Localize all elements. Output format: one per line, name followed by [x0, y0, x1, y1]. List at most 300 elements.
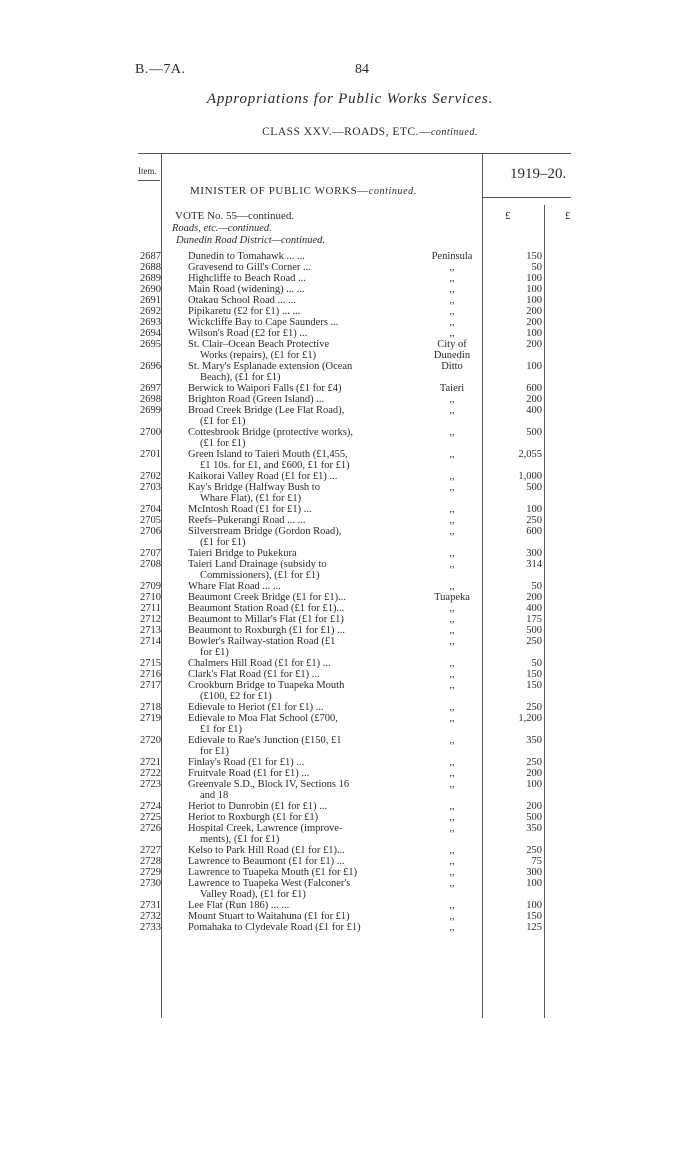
- item-description: [188, 273, 404, 284]
- amount: 50: [531, 581, 542, 592]
- item-description: [188, 383, 404, 394]
- district-line: ,,: [449, 559, 455, 570]
- item-description: [188, 262, 404, 273]
- item-description: [188, 295, 404, 306]
- item-number: 2688: [140, 262, 161, 273]
- description-line: Kay's Bridge (Halfway Bush to: [188, 482, 320, 493]
- district-line: ,,: [449, 856, 455, 867]
- amount: 100: [526, 284, 542, 295]
- district-name: [412, 658, 492, 669]
- page-title: Appropriations for Public Works Services.: [206, 91, 494, 107]
- district-name: [412, 306, 492, 317]
- description-line: Lee Flat (Run 186) ... ...: [188, 900, 290, 911]
- item-number: 2704: [140, 504, 161, 515]
- amount: 300: [526, 867, 542, 878]
- description-line: for £1): [200, 746, 229, 757]
- description-line: Lawrence to Tuapeka Mouth (£1 for £1): [188, 867, 358, 878]
- description-line: Beach), (£1 for £1): [200, 372, 281, 383]
- item-description: [188, 636, 404, 658]
- item-description: [188, 713, 404, 735]
- description-line: Valley Road), (£1 for £1): [200, 889, 306, 900]
- amount: 500: [526, 812, 542, 823]
- item-description: [188, 779, 404, 801]
- district-line: ,,: [449, 900, 455, 911]
- item-number: 2720: [140, 735, 161, 746]
- district-line: Ditto: [441, 361, 463, 372]
- district-name: [412, 757, 492, 768]
- description-line: Berwick to Waipori Falls (£1 for £4): [188, 383, 342, 394]
- class-heading: [0, 126, 700, 138]
- description-line: Wickcliffe Bay to Cape Saunders ...: [188, 317, 339, 328]
- item-number: 2706: [140, 526, 161, 537]
- amount: 50: [531, 262, 542, 273]
- description-line: Beaumont Creek Bridge (£1 for £1)...: [188, 592, 347, 603]
- description-line: Commissioners), (£1 for £1): [200, 570, 320, 581]
- district-name: [412, 361, 492, 372]
- item-description: [188, 603, 404, 614]
- district-name: [412, 515, 492, 526]
- district-line: ,,: [449, 603, 455, 614]
- item-number: 2694: [140, 328, 161, 339]
- item-description: [188, 757, 404, 768]
- district-name: [412, 900, 492, 911]
- description-line: Greenvale S.D., Block IV, Sections 16: [188, 779, 350, 790]
- amount: 1,000: [518, 471, 542, 482]
- district-line: ,,: [449, 482, 455, 493]
- description-line: St. Mary's Esplanade extension (Ocean: [188, 361, 353, 372]
- district-line: ,,: [449, 823, 455, 834]
- item-number: 2716: [140, 669, 161, 680]
- district-line: Tuapeka: [434, 592, 470, 603]
- amount: 200: [526, 394, 542, 405]
- item-number: 2715: [140, 658, 161, 669]
- amount: 100: [526, 779, 542, 790]
- amount-column-rule-mid: [544, 205, 545, 1018]
- item-description: [188, 669, 404, 680]
- item-description: [188, 394, 404, 405]
- item-number: 2725: [140, 812, 161, 823]
- amount: 100: [526, 900, 542, 911]
- amount: 300: [526, 548, 542, 559]
- vote-heading: VOTE No. 55—continued.: [175, 210, 295, 222]
- amount: 600: [526, 383, 542, 394]
- district-line: ,,: [449, 801, 455, 812]
- description-line: Lawrence to Beaumont (£1 for £1) ...: [188, 856, 345, 867]
- description-line: Broad Creek Bridge (Lee Flat Road),: [188, 405, 345, 416]
- item-description: [188, 801, 404, 812]
- description-line: Otakau School Road ... ...: [188, 295, 296, 306]
- amount: 100: [526, 328, 542, 339]
- item-description: [188, 823, 404, 845]
- district-name: [412, 471, 492, 482]
- district-subheading: Dunedin Road District—continued.: [176, 235, 326, 246]
- table-top-rule: [138, 153, 571, 154]
- amount: 500: [526, 482, 542, 493]
- description-line: Gravesend to Gill's Corner ...: [188, 262, 311, 273]
- item-number: 2732: [140, 911, 161, 922]
- description-line: Hospital Creek, Lawrence (improve-: [188, 823, 343, 834]
- amount: 250: [526, 757, 542, 768]
- district-name: [412, 559, 492, 570]
- item-number: 2701: [140, 449, 161, 460]
- item-description: [188, 581, 404, 592]
- district-line: ,,: [449, 471, 455, 482]
- description-line: Bowler's Railway-station Road (£1: [188, 636, 336, 647]
- description-line: Brighton Road (Green Island) ...: [188, 394, 325, 405]
- district-name: [412, 273, 492, 284]
- district-name: [412, 251, 492, 262]
- description-line: Highcliffe to Beach Road ...: [188, 273, 306, 284]
- district-name: [412, 845, 492, 856]
- minister-heading: [190, 185, 417, 197]
- item-number: 2733: [140, 922, 161, 933]
- district-line: ,,: [449, 306, 455, 317]
- district-name: [412, 504, 492, 515]
- amount: 150: [526, 911, 542, 922]
- amount: 150: [526, 669, 542, 680]
- pound-symbol-column-2: £: [565, 210, 571, 222]
- item-number: 2698: [140, 394, 161, 405]
- item-description: [188, 427, 404, 449]
- district-line: ,,: [449, 680, 455, 691]
- item-number: 2696: [140, 361, 161, 372]
- amount: 50: [531, 658, 542, 669]
- amount: 100: [526, 295, 542, 306]
- item-number: 2719: [140, 713, 161, 724]
- district-line: ,,: [449, 284, 455, 295]
- district-line: ,,: [449, 394, 455, 405]
- amount: 250: [526, 515, 542, 526]
- item-description: [188, 702, 404, 713]
- amount: 250: [526, 636, 542, 647]
- description-line: Edievale to Rae's Junction (£150, £1: [188, 735, 342, 746]
- district-line: ,,: [449, 922, 455, 933]
- item-number: 2723: [140, 779, 161, 790]
- district-line: ,,: [449, 779, 455, 790]
- item-number: 2728: [140, 856, 161, 867]
- district-name: [412, 878, 492, 889]
- district-name: [412, 427, 492, 438]
- district-name: [412, 482, 492, 493]
- description-line: Kaikorai Valley Road (£1 for £1) ...: [188, 471, 338, 482]
- item-number: 2721: [140, 757, 161, 768]
- district-name: [412, 702, 492, 713]
- district-name: [412, 779, 492, 790]
- description-line: Wilson's Road (£2 for £1) ...: [188, 328, 308, 339]
- item-description: [188, 504, 404, 515]
- district-line: City of: [437, 339, 467, 350]
- item-header-underline: [138, 180, 160, 181]
- description-line: Edievale to Heriot (£1 for £1) ...: [188, 702, 324, 713]
- description-line: Beaumont to Roxburgh (£1 for £1) ...: [188, 625, 345, 636]
- district-name: [412, 383, 492, 394]
- district-line: ,,: [449, 328, 455, 339]
- description-line: Pomahaka to Clydevale Road (£1 for £1): [188, 922, 361, 933]
- item-description: [188, 900, 404, 911]
- item-description: [188, 526, 404, 548]
- district-line: ,,: [449, 713, 455, 724]
- item-number: 2708: [140, 559, 161, 570]
- district-name: [412, 812, 492, 823]
- item-number: 2697: [140, 383, 161, 394]
- district-line: ,,: [449, 581, 455, 592]
- item-number: 2711: [140, 603, 161, 614]
- district-line: ,,: [449, 405, 455, 416]
- amount: 200: [526, 339, 542, 350]
- item-number: 2710: [140, 592, 161, 603]
- amount: 100: [526, 878, 542, 889]
- district-line: ,,: [449, 757, 455, 768]
- district-line: ,,: [449, 504, 455, 515]
- amount: 600: [526, 526, 542, 537]
- item-description: [188, 735, 404, 757]
- item-description: [188, 614, 404, 625]
- description-line: ments), (£1 for £1): [200, 834, 280, 845]
- description-line: Edievale to Moa Flat School (£700,: [188, 713, 338, 724]
- item-description: [188, 482, 404, 504]
- district-name: [412, 801, 492, 812]
- item-description: [188, 515, 404, 526]
- description-line: Reefs–Pukerangi Road ... ...: [188, 515, 306, 526]
- district-line: ,,: [449, 669, 455, 680]
- item-column-header: Item.: [138, 166, 157, 176]
- district-line: ,,: [449, 845, 455, 856]
- district-line: ,,: [449, 295, 455, 306]
- district-line: ,,: [449, 262, 455, 273]
- description-line: Chalmers Hill Road (£1 for £1) ...: [188, 658, 331, 669]
- item-number: 2709: [140, 581, 161, 592]
- amount: 200: [526, 768, 542, 779]
- item-number: 2703: [140, 482, 161, 493]
- item-number: 2693: [140, 317, 161, 328]
- item-description: [188, 405, 404, 427]
- district-line: Dunedin: [433, 350, 471, 361]
- description-line: (£100, £2 for £1): [200, 691, 272, 702]
- district-line: ,,: [449, 449, 455, 460]
- item-description: [188, 625, 404, 636]
- description-line: Finlay's Road (£1 for £1) ...: [188, 757, 305, 768]
- description-line: Lawrence to Tuapeka West (Falconer's: [188, 878, 351, 889]
- description-line: Fruitvale Road (£1 for £1) ...: [188, 768, 310, 779]
- amount: 75: [531, 856, 542, 867]
- district-name: [412, 284, 492, 295]
- item-number: 2687: [140, 251, 161, 262]
- item-number: 2705: [140, 515, 161, 526]
- district-name: [412, 526, 492, 537]
- amount: 200: [526, 317, 542, 328]
- description-line: £1 10s. for £1, and £600, £1 for £1): [200, 460, 350, 471]
- description-line: Mount Stuart to Waitahuna (£1 for £1): [188, 911, 350, 922]
- item-description: [188, 812, 404, 823]
- item-description: [188, 251, 404, 262]
- amount: 100: [526, 504, 542, 515]
- district-name: [412, 636, 492, 647]
- district-name: [412, 823, 492, 834]
- district-name: [412, 295, 492, 306]
- item-description: [188, 867, 404, 878]
- item-number: 2729: [140, 867, 161, 878]
- item-number: 2717: [140, 680, 161, 691]
- description-line: Green Island to Taieri Mouth (£1,455,: [188, 449, 348, 460]
- item-number: 2702: [140, 471, 161, 482]
- item-number: 2692: [140, 306, 161, 317]
- description-line: £1 for £1): [200, 724, 242, 735]
- district-name: [412, 911, 492, 922]
- district-line: Taieri: [439, 383, 465, 394]
- item-description: [188, 306, 404, 317]
- description-line: Heriot to Dunrobin (£1 for £1) ...: [188, 801, 328, 812]
- description-line: Heriot to Roxburgh (£1 for £1): [188, 812, 319, 823]
- description-line: Whare Flat Road ... ...: [188, 581, 281, 592]
- amount: 350: [526, 735, 542, 746]
- district-name: [412, 548, 492, 559]
- amount: 500: [526, 625, 542, 636]
- district-name: [412, 603, 492, 614]
- class-heading-continued: continued.: [430, 127, 478, 138]
- item-description: [188, 284, 404, 295]
- item-number: 2712: [140, 614, 161, 625]
- item-description: [188, 471, 404, 482]
- district-line: ,,: [449, 614, 455, 625]
- item-description: [188, 559, 404, 581]
- district-line: ,,: [449, 735, 455, 746]
- item-number: 2727: [140, 845, 161, 856]
- item-column-rule: [161, 153, 162, 1018]
- description-line: (£1 for £1): [200, 416, 246, 427]
- year-underline: [483, 197, 571, 198]
- amount: 200: [526, 801, 542, 812]
- description-line: Silverstream Bridge (Gordon Road),: [188, 526, 342, 537]
- district-line: Peninsula: [431, 251, 473, 262]
- district-name: [412, 317, 492, 328]
- description-line: Beaumont Station Road (£1 for £1)...: [188, 603, 345, 614]
- district-name: [412, 867, 492, 878]
- district-name: [412, 856, 492, 867]
- description-line: St. Clair–Ocean Beach Protective: [188, 339, 330, 350]
- item-number: 2713: [140, 625, 161, 636]
- description-line: Pipikaretu (£2 for £1) ... ...: [188, 306, 301, 317]
- description-line: Cottesbrook Bridge (protective works),: [188, 427, 354, 438]
- district-name: [412, 713, 492, 724]
- item-number: 2730: [140, 878, 161, 889]
- amount: 200: [526, 306, 542, 317]
- district-name: [412, 262, 492, 273]
- item-description: [188, 548, 404, 559]
- district-name: [412, 592, 492, 603]
- amount: 250: [526, 702, 542, 713]
- district-line: ,,: [449, 658, 455, 669]
- page-number: 84: [355, 62, 369, 77]
- pound-symbol-column-1: £: [505, 210, 511, 222]
- item-number: 2731: [140, 900, 161, 911]
- amount: 200: [526, 592, 542, 603]
- item-description: [188, 922, 404, 933]
- description-line: Kelso to Park Hill Road (£1 for £1)...: [188, 845, 345, 856]
- district-line: ,,: [449, 427, 455, 438]
- district-line: ,,: [449, 867, 455, 878]
- district-line: ,,: [449, 548, 455, 559]
- item-number: 2726: [140, 823, 161, 834]
- district-line: ,,: [449, 526, 455, 537]
- amount: 100: [526, 273, 542, 284]
- district-name: [412, 625, 492, 636]
- item-number: 2690: [140, 284, 161, 295]
- document-reference: B.—7A.: [135, 62, 186, 77]
- year-header: 1919–20.: [510, 166, 567, 182]
- description-line: and 18: [200, 790, 229, 801]
- district-line: ,,: [449, 636, 455, 647]
- district-name: [412, 735, 492, 746]
- item-number: 2714: [140, 636, 161, 647]
- item-description: [188, 878, 404, 900]
- item-number: 2718: [140, 702, 161, 713]
- amount: 500: [526, 427, 542, 438]
- minister-heading-continued: continued.: [368, 186, 417, 197]
- item-number: 2707: [140, 548, 161, 559]
- description-line: Clark's Flat Road (£1 for £1) ...: [188, 669, 320, 680]
- description-line: Dunedin to Tomahawk ... ...: [188, 251, 305, 262]
- district-name: [412, 922, 492, 933]
- district-line: ,,: [449, 317, 455, 328]
- minister-heading-main: MINISTER OF PUBLIC WORKS—: [190, 185, 369, 197]
- item-description: [188, 361, 404, 383]
- district-name: [412, 449, 492, 460]
- description-line: Beaumont to Millar's Flat (£1 for £1): [188, 614, 344, 625]
- district-name: [412, 669, 492, 680]
- district-line: ,,: [449, 702, 455, 713]
- amount: 2,055: [518, 449, 542, 460]
- item-description: [188, 328, 404, 339]
- amount: 250: [526, 845, 542, 856]
- district-line: ,,: [449, 812, 455, 823]
- amount: 1,200: [518, 713, 542, 724]
- district-name: [412, 339, 492, 361]
- item-description: [188, 911, 404, 922]
- item-number: 2689: [140, 273, 161, 284]
- item-description: [188, 856, 404, 867]
- district-line: ,,: [449, 273, 455, 284]
- description-line: Crookburn Bridge to Tuapeka Mouth: [188, 680, 345, 691]
- district-name: [412, 768, 492, 779]
- item-number: 2695: [140, 339, 161, 350]
- district-name: [412, 614, 492, 625]
- amount: 150: [526, 680, 542, 691]
- amount: 125: [526, 922, 542, 933]
- district-line: ,,: [449, 878, 455, 889]
- district-line: ,,: [449, 515, 455, 526]
- item-description: [188, 658, 404, 669]
- district-name: [412, 680, 492, 691]
- description-line: Main Road (widening) ... ...: [188, 284, 305, 295]
- item-number: 2691: [140, 295, 161, 306]
- item-number: 2700: [140, 427, 161, 438]
- amount: 175: [526, 614, 542, 625]
- item-description: [188, 449, 404, 471]
- district-line: ,,: [449, 911, 455, 922]
- item-description: [188, 592, 404, 603]
- district-line: ,,: [449, 768, 455, 779]
- district-name: [412, 328, 492, 339]
- roads-subheading: Roads, etc.—continued.: [172, 223, 272, 234]
- item-description: [188, 768, 404, 779]
- district-name: [412, 581, 492, 592]
- description-line: (£1 for £1): [200, 537, 246, 548]
- description-line: Whare Flat), (£1 for £1): [200, 493, 302, 504]
- amount: 100: [526, 361, 542, 372]
- class-heading-main: CLASS XXV.—ROADS, ETC.—: [262, 126, 431, 138]
- amount: 314: [526, 559, 542, 570]
- district-line: ,,: [449, 625, 455, 636]
